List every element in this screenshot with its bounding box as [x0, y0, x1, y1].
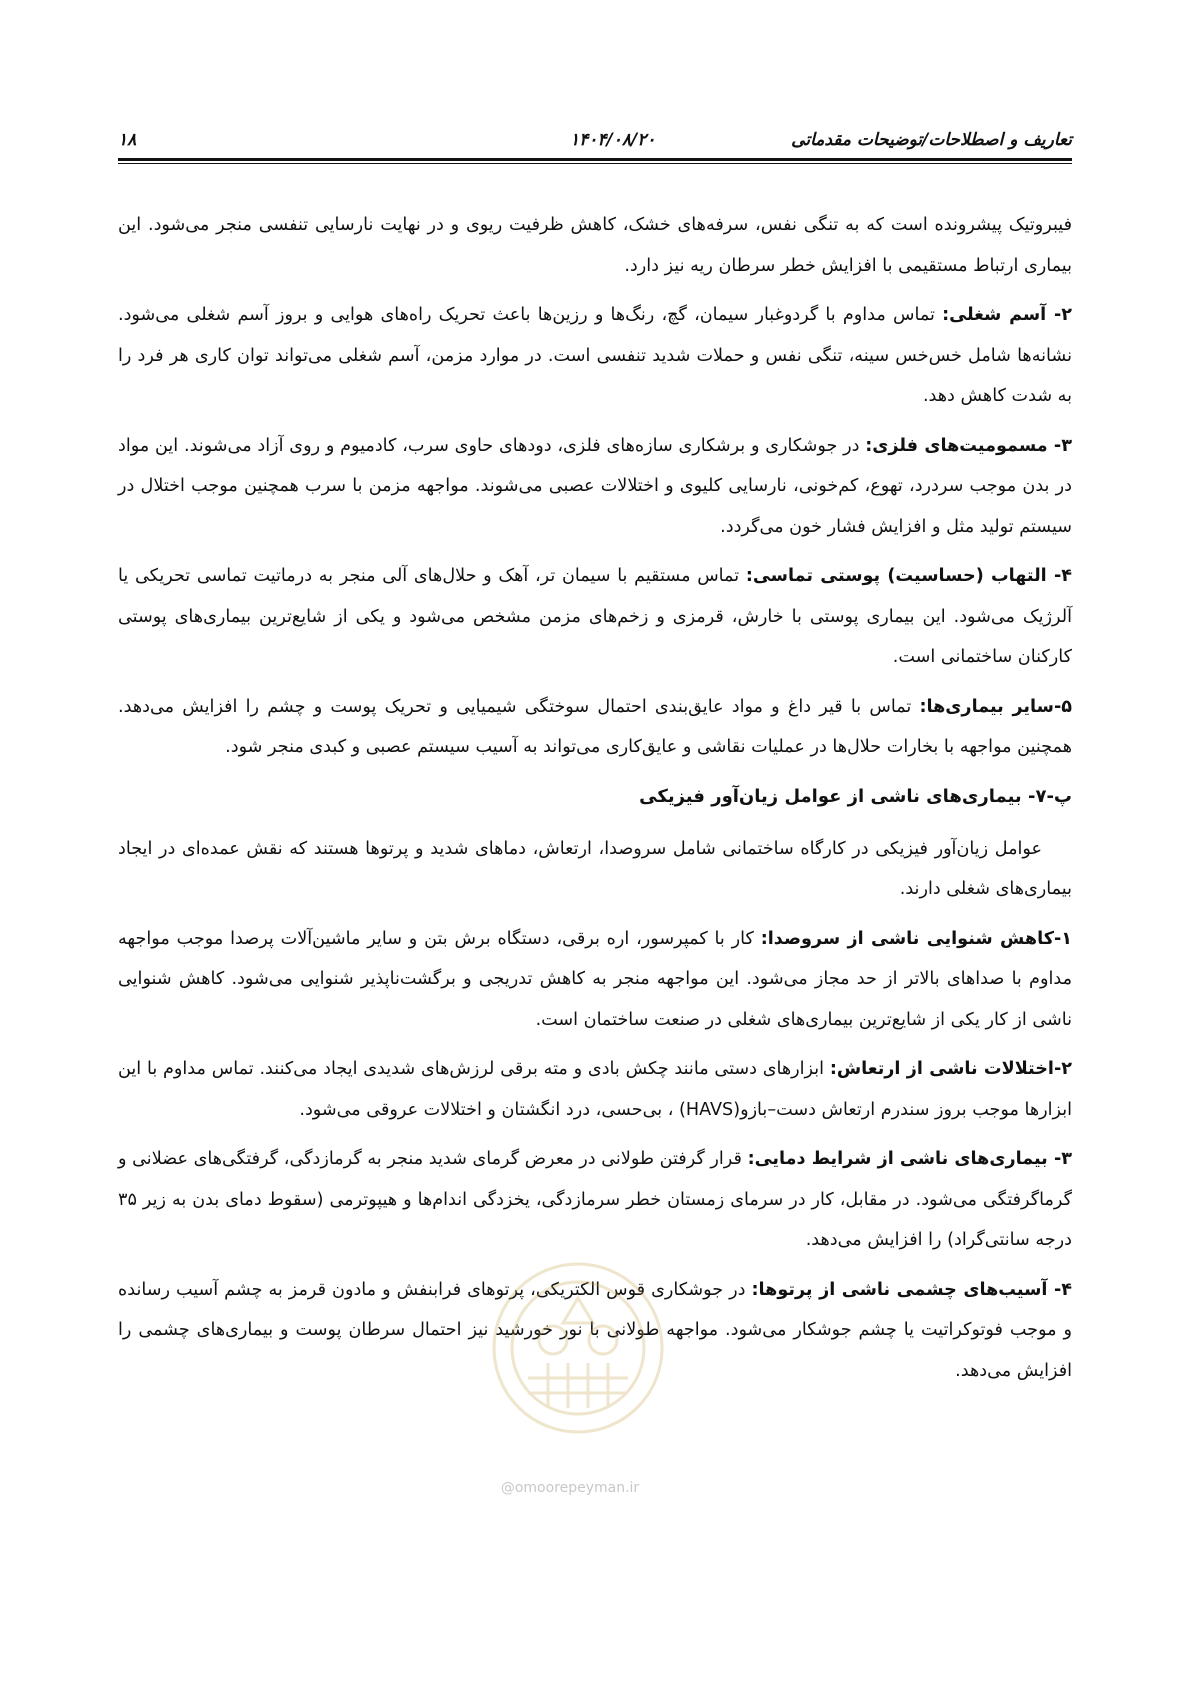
paragraph-text: کار با کمپرسور، اره برقی، دستگاه برش بتن و سایر ماشین‌آلات پرصدا موجب مواجهه مداوم با صداهای بالاتر از حد مجاز می‌شود. این مواجهه منجر به کاهش تدریجی و برگشت‌ناپذیر شنوایی می‌شود. کاهش شنوایی ناشی از کار یکی از شایع‌ترین بیماری‌های شغلی در صنعت ساختمان است. — [118, 928, 1072, 1030]
paragraph-title: ۳- بیماری‌های ناشی از شرایط دمایی: — [747, 1149, 1072, 1169]
paragraph-text: در جوشکاری و برشکاری سازه‌های فلزی، دودهای حاوی سرب، کادمیوم و روی آزاد می‌شوند. این مواد در بدن موجب سردرد، تهوع، کم‌خونی، نارسایی کلیوی و اختلالات عصبی می‌شوند. مواجهه مزمن با سرب همچنین موجب اختلال در سیستم تولید مثل و افزایش فشار خون می‌گردد. — [118, 435, 1072, 537]
paragraph-physical-agents-intro: عوامل زیان‌آور فیزیکی در کارگاه ساختمانی شامل سروصدا، ارتعاش، دماهای شدید و پرتوها هستند که نقش عمده‌ای در ایجاد بیماری‌های شغلی دارند. — [118, 838, 1072, 899]
page-number: ۱۸ — [118, 130, 137, 150]
header-rule-thin — [118, 163, 1072, 164]
paragraph-text: ابزارهای دستی مانند چکش بادی و مته برقی لرزش‌های شدیدی ایجاد می‌کنند. تماس مداوم با این ابزارها موجب بروز سندرم ارتعاش دست–بازو(HAVS) ، بی‌حسی، درد انگشتان و اختلالات عروقی می‌شود. — [118, 1059, 1072, 1120]
paragraph-title: ۱-کاهش شنوایی ناشی از سروصدا: — [760, 928, 1073, 949]
seal-logo-icon — [488, 1258, 668, 1438]
paragraph-text: تماس با قیر داغ و مواد عایق‌بندی احتمال سوختگی شیمیایی و تحریک پوست و چشم را افزایش می‌دهد. همچنین مواجهه با بخارات حلال‌ها در عملیات نقاشی و عایق‌کاری می‌تواند به آسیب سیستم عصبی و کبدی منجر شود. — [118, 696, 1072, 757]
paragraph-title: ۵-سایر بیماری‌ها: — [919, 696, 1072, 717]
paragraph-contact-dermatitis — [118, 556, 1072, 678]
paragraph-text: تماس مداوم با گردوغبار سیمان، گچ، رنگ‌ها و رزین‌ها باعث تحریک راه‌های هوایی و بروز آسم شغلی می‌شود. نشانه‌ها شامل خس‌خس سینه، تنگی نفس و حملات شدید تنفسی است. در موارد مزمن، آسم شغلی می‌تواند توان کاری هر فرد را به شدت کاهش دهد. — [118, 305, 1072, 406]
paragraph-fibrosis: فیبروتیک پیشرونده است که به تنگی نفس، سرفه‌های خشک، کاهش ظرفیت ریوی و در نهایت نارسایی تنفسی منجر می‌شود. این بیماری ارتباط مستقیمی با افزایش خطر سرطان ریه نیز دارد. — [118, 215, 1072, 276]
paragraph-title: ۴- التهاب (حساسیت) پوستی تماسی: — [745, 566, 1072, 586]
page-header — [118, 128, 1072, 158]
paragraph-text: تماس مستقیم با سیمان تر، آهک و حلال‌های آلی منجر به درماتیت تماسی تحریکی یا آلرژیک می‌شود. این بیماری پوستی با خارش، قرمزی و زخم‌های مزمن مشخص می‌شود و یکی از شایع‌ترین بیماری‌های پوستی کارکنان ساختمانی است. — [118, 566, 1072, 667]
paragraph-hearing-loss — [118, 919, 1072, 1041]
section-heading: پ-۷- بیماری‌های ناشی از عوامل زیان‌آور فیزیکی — [639, 785, 1072, 807]
paragraph-title: ۲- آسم شغلی: — [942, 305, 1072, 325]
watermark-url: @omoorepeyman.ir — [500, 1480, 640, 1496]
paragraph-metal-poisoning — [118, 426, 1072, 548]
paragraph-title: ۴- آسیب‌های چشمی ناشی از پرتوها: — [751, 1279, 1073, 1300]
header-rule-thick — [118, 158, 1072, 161]
paragraph-occupational-asthma — [118, 295, 1072, 417]
paragraph-thermal-conditions — [118, 1139, 1072, 1261]
paragraph-vibration — [118, 1049, 1072, 1130]
paragraph-text: در جوشکاری قوس الکتریکی، پرتوهای فرابنفش و مادون قرمز به چشم آسیب رسانده و موجب فوتوکراتیت یا چشم جوشکار می‌شود. مواجهه طولانی با نور خورشید نیز احتمال سرطان پوست و بیماری‌های چشمی را افزایش می‌دهد. — [118, 1279, 1072, 1381]
paragraph-other-diseases — [118, 687, 1072, 768]
paragraph-title: ۳- مسمومیت‌های فلزی: — [865, 435, 1072, 456]
paragraph-text: قرار گرفتن طولانی در معرض گرمای شدید منجر به گرمازدگی، گرفتگی‌های عضلانی و گرماگرفتگی می‌شود. در مقابل، کار در سرمای زمستان خطر سرمازدگی، یخزدگی اندام‌ها و هیپوترمی (سقوط دمای بدن به زیر ۳۵ درجه سانتی‌گراد) را افزایش می‌دهد. — [118, 1149, 1072, 1250]
header-date: ۱۴۰۴/۰۸/۲۰ — [570, 130, 656, 150]
section-title: تعاریف و اصطلاحات/توضیحات مقدماتی — [791, 130, 1072, 150]
paragraph-title: ۲-اختلالات ناشی از ارتعاش: — [829, 1059, 1072, 1079]
document-body — [118, 205, 1072, 1400]
